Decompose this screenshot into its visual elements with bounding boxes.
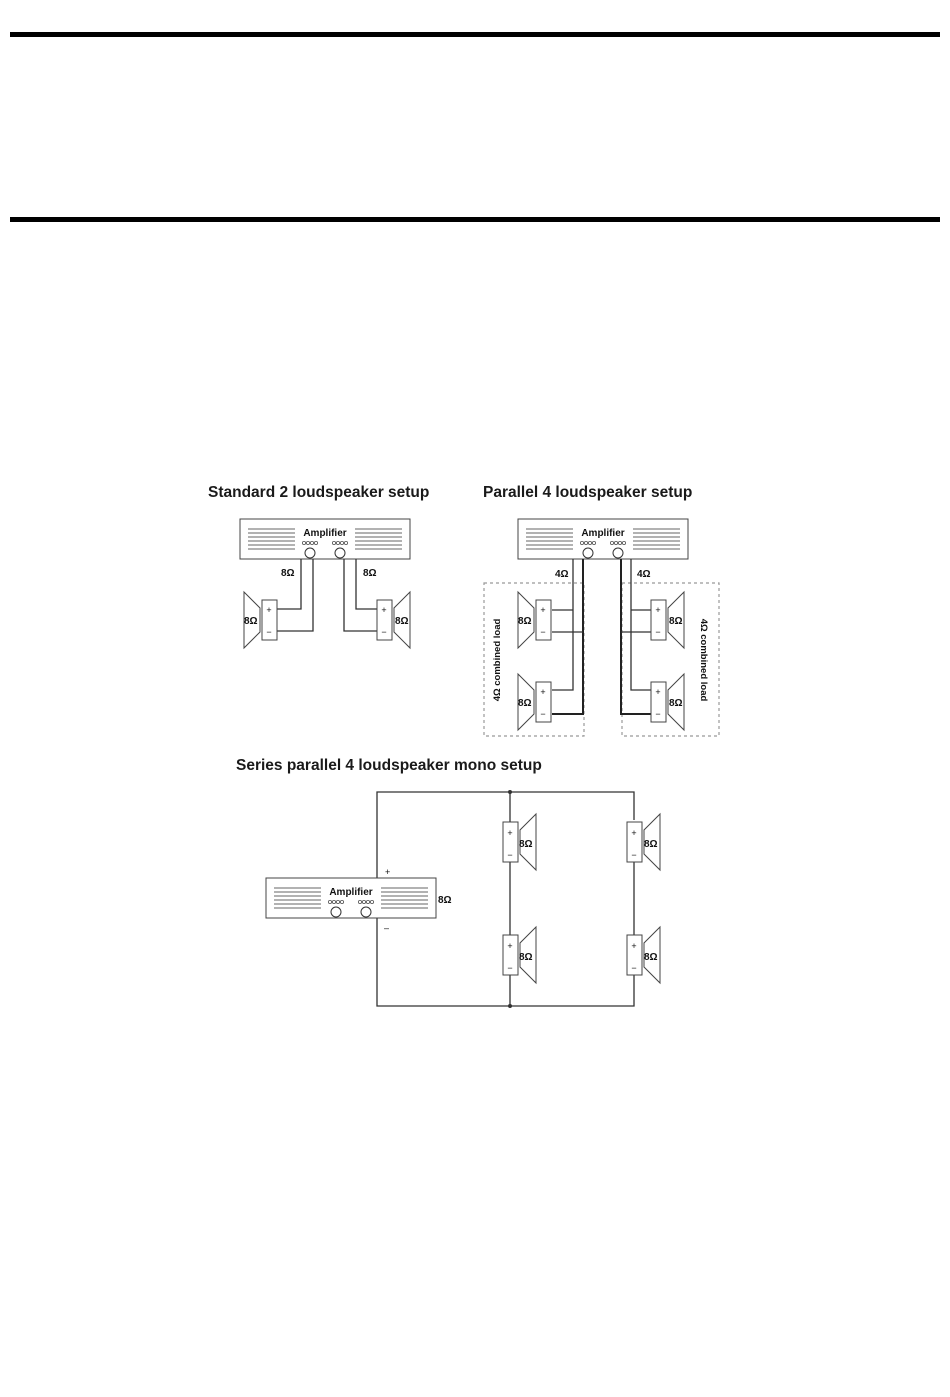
parallel-speaker-top-right-minus: − [655,627,661,637]
series-parallel-speaker-top-left [503,814,536,870]
parallel-setup [483,484,719,736]
series-parallel-speaker-top-right-label: 8Ω [644,839,658,850]
standard-right-wire-b [356,559,377,609]
series-parallel-speaker-top-left-plus: + [507,828,513,838]
parallel-right-wire-label: 4Ω [637,569,651,580]
series-parallel-plus-sign: + [385,867,391,877]
standard-left-speaker-plus: + [266,605,272,615]
parallel-speaker-bottom-left-label: 8Ω [518,698,532,709]
series-parallel-setup [236,757,660,1008]
series-parallel-amplifier [266,878,436,918]
series-parallel-output-label: 8Ω [438,895,452,906]
parallel-left-wire-minus [552,559,583,714]
series-parallel-speaker-bottom-left-label: 8Ω [519,952,533,963]
series-parallel-speaker-top-right-plus: + [631,828,637,838]
series-parallel-speaker-top-left-label: 8Ω [519,839,533,850]
parallel-speaker-top-right-label: 8Ω [669,616,683,627]
standard-right-speaker [377,592,410,648]
series-parallel-speaker-top-right [627,814,660,870]
series-parallel-speaker-bottom-right [627,927,660,983]
parallel-speaker-bottom-right-label: 8Ω [669,698,683,709]
parallel-speaker-top-right [651,592,684,648]
series-parallel-speaker-top-left-minus: − [507,850,513,860]
parallel-speaker-top-left-plus: + [540,605,546,615]
series-parallel-amplifier-label: Amplifier [329,887,373,898]
series-parallel-speaker-bottom-left-minus: − [507,963,513,973]
parallel-speaker-bottom-right-minus: − [655,709,661,719]
series-parallel-speaker-bottom-right-plus: + [631,941,637,951]
series-parallel-minus-sign: – [384,923,390,933]
standard-left-speaker [244,592,277,648]
standard-left-wire-label: 8Ω [281,568,295,579]
standard-setup [208,484,429,648]
parallel-speaker-top-right-plus: + [655,605,661,615]
parallel-amplifier [518,519,688,559]
series-parallel-bottom-junction [508,1004,512,1008]
standard-amplifier [240,519,410,559]
parallel-left-wire-label: 4Ω [555,569,569,580]
parallel-setup-title: Parallel 4 loudspeaker setup [483,484,693,501]
series-parallel-setup-title: Series parallel 4 loudspeaker mono setup [236,757,542,774]
standard-right-speaker-plus: + [381,605,387,615]
standard-setup-title: Standard 2 loudspeaker setup [208,484,430,501]
series-parallel-speaker-top-right-minus: − [631,850,637,860]
parallel-right-wire-minus [621,559,651,714]
series-parallel-speaker-bottom-right-minus: − [631,963,637,973]
parallel-speaker-bottom-left-minus: − [540,709,546,719]
standard-left-wire-b [277,559,301,609]
parallel-speaker-top-left [518,592,551,648]
series-parallel-top-junction [508,790,512,794]
standard-right-speaker-minus: − [381,627,387,637]
series-parallel-speaker-bottom-right-label: 8Ω [644,952,658,963]
parallel-amplifier-label: Amplifier [581,528,625,539]
standard-amplifier-label: Amplifier [303,528,347,539]
parallel-speaker-bottom-right-plus: + [655,687,661,697]
parallel-speaker-bottom-left-plus: + [540,687,546,697]
parallel-speaker-bottom-right [651,674,684,730]
parallel-speaker-top-left-label: 8Ω [518,616,532,627]
parallel-speaker-top-left-minus: − [540,627,546,637]
parallel-right-combined-label: 4Ω combined load [698,618,709,702]
standard-left-speaker-minus: − [266,627,272,637]
series-parallel-speaker-bottom-left-plus: + [507,941,513,951]
parallel-speaker-bottom-left [518,674,551,730]
standard-right-wire-label: 8Ω [363,568,377,579]
standard-left-speaker-label: 8Ω [244,616,258,627]
parallel-left-combined-label: 4Ω combined load [492,618,503,702]
standard-right-speaker-label: 8Ω [395,616,409,627]
series-parallel-speaker-bottom-left [503,927,536,983]
